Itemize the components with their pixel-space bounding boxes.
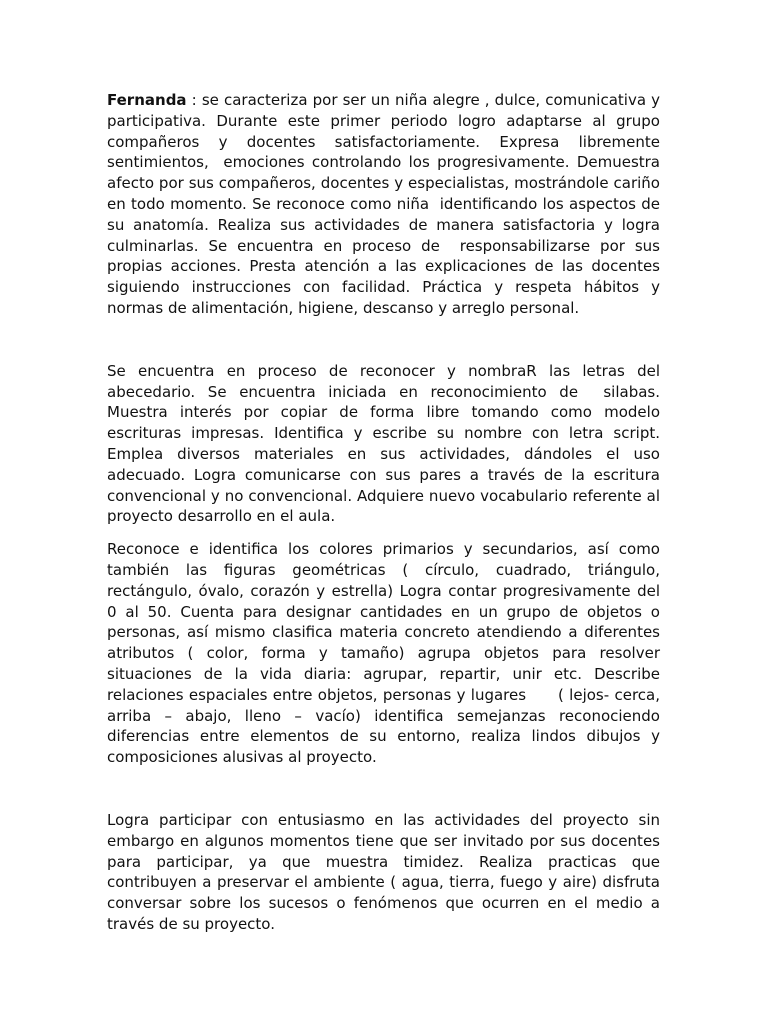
paragraph-personal-social [107, 90, 665, 319]
paragraph-environment: Logra participar con entusiasmo en las actividades del proyecto sin embargo en algunos momentos tiene que ser invitado por sus docentes para participar, ya que muestra timidez. Realiza practicas que contribuyen a preservar el ambiente ( agua, tierra, fuego y aire) disfruta conversar sobre los sucesos o fenómenos que ocurren en el medio a través de su proyecto. [107, 810, 665, 933]
paragraph-math: Reconoce e identifica los colores primarios y secundarios, así como también las figuras geométricas ( círculo, cuadrado, triángulo, rectángulo, óvalo, corazón y estrella) Logra contar progresivamente del 0 al 50. Cuenta para designar cantidades en un grupo de objetos o personas, así mismo clasifica materia concreto atendiendo a diferentes atributos ( color, forma y tamaño) agrupa objetos para resolver situaciones de la vida diaria: agrupar, repartir, unir etc. Describe relaciones espaciales entre objetos, personas y lugares ( lejos- cerca, arriba – abajo, lleno – vacío) identifica semejanzas reconociendo diferencias entre elementos de su entorno, realiza lindos dibujos y composiciones alusivas al proyecto. [107, 540, 665, 767]
paragraph-text: : se caracteriza por ser un niña alegre , dulce, comunicativa y participativa. Durante este primer periodo logro adaptarse al grupo compañeros y docentes satisfactoriamente. Expresa libremente sentimientos, emociones controlando los progresivamente. Demuestra afecto por sus compañeros, docentes y especialistas, mostrándole cariño en todo momento. Se reconoce como niña identificando los aspectos de su anatomía. Realiza sus actividades de manera satisfactoria y logra culminarlas. Se encuentra en proceso de responsabilizarse por sus propias acciones. Presta atención a las explicaciones de las docentes siguiendo instrucciones con facilidad. Práctica y respeta hábitos y normas de alimentación, higiene, descanso y arreglo personal. [107, 91, 665, 317]
student-name: Fernanda [107, 91, 187, 109]
document-page [107, 90, 665, 935]
paragraph-language: Se encuentra en proceso de reconocer y nombraR las letras del abecedario. Se encuentra iniciada en reconocimiento de silabas. Muestra interés por copiar de forma libre tomando como modelo escrituras impresas. Identifica y escribe su nombre con letra script. Emplea diversos materiales en sus actividades, dándoles el uso adecuado. Logra comunicarse con sus pares a través de la escritura convencional y no convencional. Adquiere nuevo vocabulario referente al proyecto desarrollo en el aula. [107, 361, 665, 526]
